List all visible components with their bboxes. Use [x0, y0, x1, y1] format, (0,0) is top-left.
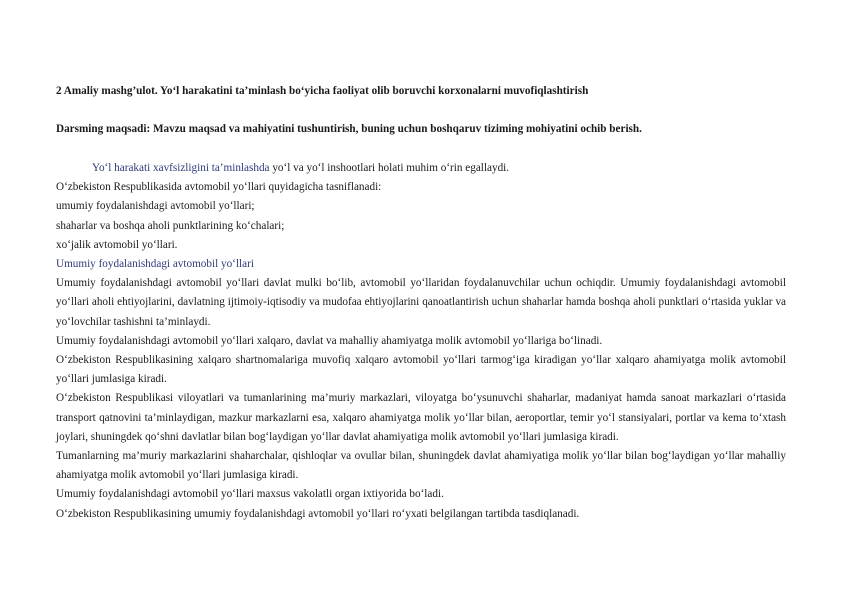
page-title: 2 Amaliy mashg’ulot. Yo‘l harakatini ta’minlash bo‘yicha faoliyat olib boruvchi korxonalarni muvofiqlashtirish [56, 85, 589, 97]
paragraph: O‘zbekiston Respublikasining umumiy foydalanishdagi avtomobil yo‘llari ro‘yxati belgilangan tartibda tasdiqlanadi. [56, 507, 580, 520]
paragraph: Umumiy foydalanishdagi avtomobil yo‘llari davlat mulki bo‘lib, avtomobil yo‘llaridan foydalanuvchilar uchun ochiqdir. Umumiy foydalanishdagi avtomobil yo‘llari aholi ehtiyojlarini, davlatning ijtimoiy-iqtisodiy va mudofaa ehtiyojlarini qanoatlantirish uchun shaharlar hamda boshqa aholi punktlari o‘rtasida yuklar va yo‘lovchilar tashishni ta’minlaydi. [56, 277, 786, 328]
classification-intro: O‘zbekiston Respublikasida avtomobil yo‘llari quyidagicha tasniflanadi: [56, 181, 382, 194]
section-heading: Umumiy foydalanishdagi avtomobil yo‘llari [56, 258, 254, 271]
intro-text: yo‘l va yo‘l inshootlari holati muhim o‘rin egallaydi. [269, 162, 510, 174]
intro-highlight: Yo‘l harakati xavfsizligini ta’minlashda [92, 162, 270, 174]
paragraph: Umumiy foydalanishdagi avtomobil yo‘llari maxsus vakolatli organ ixtiyorida bo‘ladi. [56, 488, 444, 501]
class-item: xo‘jalik avtomobil yo‘llari. [56, 238, 178, 251]
paragraph: O‘zbekiston Respublikasining xalqaro shartnomalariga muvofiq xalqaro avtomobil yo‘llari tarmog‘iga kiradigan yo‘llar xalqaro ahamiyatga molik avtomobil yo‘llari jumlasiga kiradi. [56, 354, 786, 386]
paragraph: Umumiy foydalanishdagi avtomobil yo‘llari xalqaro, davlat va mahalliy ahamiyatga molik avtomobil yo‘llariga bo‘linadi. [56, 334, 603, 347]
paragraph: Tumanlarning ma’muriy markazlarini shaharchalar, qishloqlar va ovullar bilan, shuningdek davlat ahamiyatiga molik yo‘llar bilan bog‘laydigan yo‘llar mahalliy ahamiyatga molik avtomobil yo‘llari jumlasiga kiradi. [56, 450, 786, 482]
paragraph: O‘zbekiston Respublikasi viloyatlari va tumanlarining ma’muriy markazlari, viloyatga bo‘ysunuvchi shaharlar, madaniyat hamda sanoat markazlari o‘rtasida transport qatnovini ta’minlaydigan, mazkur markazlarni esa, xalqaro ahamiyatga molik yo‘llar bilan, aeroportlar, temir yo‘l stansiyalari, portlar va kema to‘xtash joylari, shuningdek qo‘shni davlatlar bilan bog‘laydigan yo‘llar davlat ahamiyatiga molik avtomobil yo‘llari jumlasiga kiradi. [56, 392, 786, 443]
class-item: shaharlar va boshqa aholi punktlarining ko‘chalari; [56, 219, 285, 232]
intro-paragraph [56, 159, 786, 178]
lesson-objective: Darsming maqsadi: Mavzu maqsad va mahiyatini tushuntirish, buning uchun boshqaruv tiziming mohiyatini ochib berish. [56, 123, 642, 135]
class-item: umumiy foydalanishdagi avtomobil yo‘llari; [56, 200, 255, 213]
document-body [56, 159, 786, 524]
